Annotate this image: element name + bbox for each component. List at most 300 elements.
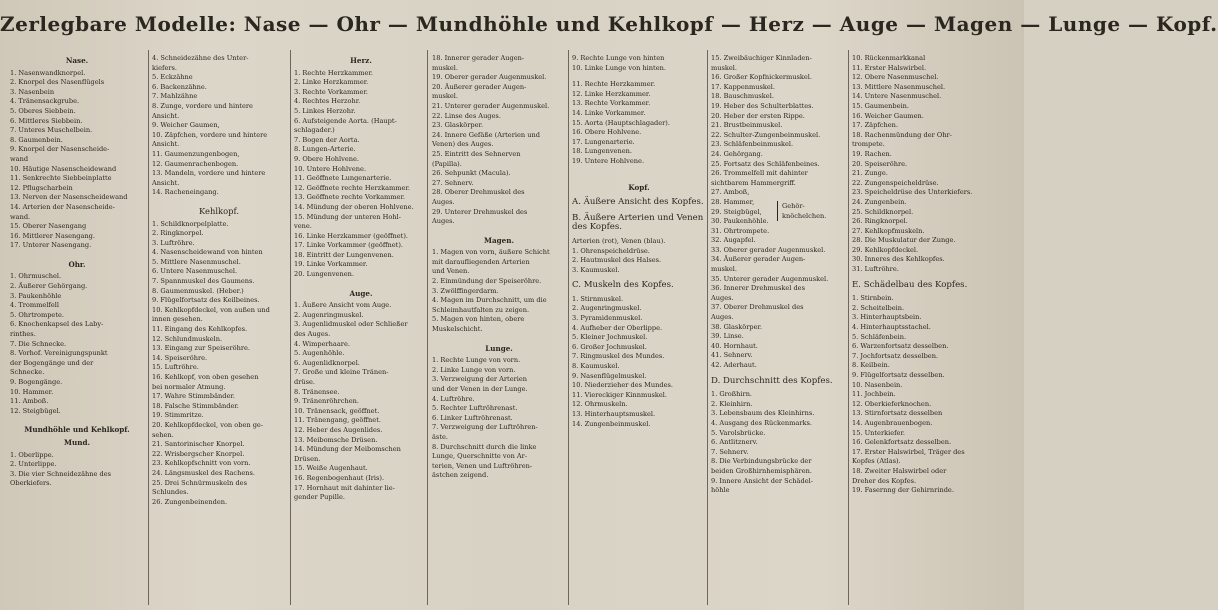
list-item: des Auges.: [294, 330, 331, 339]
list-item: 5. Rechter Luftröhrenast.: [432, 404, 518, 413]
list-item: 5. Linkes Herzohr.: [294, 106, 356, 115]
list-item: 17. Unterer Nasengang.: [10, 241, 92, 250]
list-item: 12. Schlundmuskeln.: [152, 334, 223, 343]
list-item: 15. Luftröhre.: [152, 363, 199, 372]
list-item: 3. Rechte Vorkammer.: [294, 87, 368, 96]
list-item: 18. Innerer gerader Augen-: [432, 54, 525, 62]
list-item: 9. Innere Ansicht der Schädel-: [711, 476, 813, 485]
list-item: 17. Hornhaut mit dahinter lie-: [294, 483, 395, 492]
column-7: [852, 54, 1020, 606]
list-item: 25. Fortsatz des Schläfenbeines.: [711, 159, 820, 168]
list-item: 17. Lungenarterie.: [572, 137, 635, 146]
list-item: 11. Erster Halswirbel.: [852, 63, 927, 72]
list-item: 8. Durchschnitt durch die linke: [432, 442, 537, 451]
list-item: 16. Obere Hohlvene.: [572, 128, 642, 137]
list-item: 1. Rechte Herzkammer.: [294, 68, 373, 77]
list-item: 4. Magen im Durchschnitt, um die: [432, 296, 547, 305]
list-item: und der Venen in der Lunge.: [432, 385, 528, 393]
list-item: 24. Zungenbein.: [852, 197, 907, 206]
list-item: 6. Backenzähne.: [152, 82, 207, 91]
list-item: 7. Große und kleine Tränen-: [294, 368, 389, 377]
section-heading-kopf: Kopf.: [628, 182, 650, 192]
list-item: 5. Oberes Siebbein.: [10, 106, 76, 115]
list-item: 17. Zäpfchen.: [852, 121, 898, 130]
section-heading-kehlkopf: Kehlkopf.: [198, 205, 239, 216]
list-item: 15. Weiße Augenhaut.: [294, 464, 368, 473]
list-item: 25. Eintritt des Sehnerven: [432, 149, 521, 158]
list-c: [572, 295, 706, 429]
list-magen: [432, 248, 566, 334]
list-item: 13. Nerven der Nasenscheidewand: [10, 193, 128, 202]
column-divider: [290, 50, 291, 605]
column-3: [294, 54, 428, 606]
list-item: 12. Geöffnete rechte Herzkammer.: [294, 183, 410, 192]
list-item: kiefers.: [152, 63, 177, 72]
list-item: trompete.: [852, 140, 885, 149]
list-item: 17. Kappenmuskel.: [711, 82, 776, 91]
list-item: 1. Stirnmuskel.: [572, 294, 624, 303]
list-item: 33. Oberer gerader Augenmuskel.: [711, 245, 826, 254]
list-item: 16. Regenbogenhaut (Iris).: [294, 473, 385, 482]
list-item: 10. Tränensack, geöffnet.: [294, 406, 380, 415]
list-lunge: [432, 356, 566, 481]
list-item: Schlundes.: [152, 488, 189, 497]
list-item: 41. Sehnerv.: [711, 351, 753, 360]
list-item: rinthes.: [10, 330, 36, 339]
list-item: muskel.: [432, 63, 458, 72]
brace-label: Gehör- knöchelchen.: [777, 201, 826, 221]
list-item: 13. Geöffnete rechte Vorkammer.: [294, 193, 405, 202]
list-item: 1. Stirnbein.: [852, 294, 894, 303]
list-item: 16. Weicher Gaumen.: [852, 111, 924, 120]
list-item: 2. Scheitelbein.: [852, 303, 905, 312]
list-item: bei normaler Atmung.: [152, 382, 226, 391]
list-item: 4. Luftröhre.: [432, 394, 475, 403]
list-item: Drüsen.: [294, 454, 321, 463]
list-item: 29. Steigbügel,: [711, 207, 762, 216]
list-item: 10. Häutige Nasenscheidewand: [10, 164, 117, 173]
list-item: 12. Gaumenrachenbogen.: [152, 159, 239, 168]
list-item: 20. Kehlkopfdeckel, von oben ge-: [152, 420, 264, 429]
list-item: 8. Die Verbindungsbrücke der: [711, 457, 812, 466]
list-mund: [10, 451, 144, 489]
list-item: 16. Großer Kopfnickermuskel.: [711, 73, 812, 82]
list-item: 25. Schildknorpel.: [852, 207, 914, 216]
list-item: 19. Linke Vorkammer.: [294, 260, 368, 269]
list-item: 16. Linke Herzkammer (geöffnet).: [294, 231, 408, 240]
list-item: 15. Unterkiefer.: [852, 428, 905, 437]
list-item: 21. Zunge.: [852, 169, 888, 178]
list-kehlkopf: [152, 220, 286, 508]
list-item: 35. Unterer gerader Augenmuskel.: [711, 274, 829, 283]
column-divider: [848, 50, 849, 605]
list-item: 38. Glaskörper.: [711, 322, 763, 331]
list-item: 2. Ringknorpel.: [152, 229, 204, 238]
column-divider: [148, 50, 149, 605]
column-4: [432, 54, 566, 606]
list-item: 15. Zweibäuchiger Kinnladen-: [711, 54, 812, 62]
list-item: 24. Längsmuskel des Rachens.: [152, 468, 255, 477]
list-item: 24. Innere Gefäße (Arterien und: [432, 130, 540, 139]
list-item: 7. Unteres Muschelbein.: [10, 126, 93, 135]
list-item: sichtbarem Hammergriff.: [711, 178, 796, 187]
section-b-note: Arterien (rot), Venen (blau).: [572, 236, 666, 245]
list-item: 27. Amboß,: [711, 188, 750, 197]
list-item: 2. Augenringmuskel.: [294, 310, 364, 319]
list-item: 12. Ohrmuskeln.: [572, 400, 628, 409]
list-item: 13. Hinterhauptsmuskel.: [572, 410, 656, 418]
list-item: Auges.: [432, 197, 455, 206]
list-item: terien, Venen und Luftröhren-: [432, 461, 533, 470]
column-6: [711, 54, 845, 606]
list-item: 2. Einmündung der Speiseröhre.: [432, 277, 542, 286]
list-item: 10. Nasenbein.: [852, 380, 903, 389]
list-item: 14. Arterien der Nasenscheide-: [10, 202, 115, 211]
list-item: 3. Die vier Schneidezähne des: [10, 469, 112, 478]
list-item: 14. Racheneingang.: [152, 188, 219, 197]
list-item: 8. Gaumenmuskel. (Heber.): [152, 286, 244, 295]
list-item: 4. Tränensackgrube.: [10, 97, 80, 106]
list-item: und Venen.: [432, 267, 470, 276]
list-item: 37. Oberer Drehmuskel des: [711, 303, 804, 312]
list-lunge-herz: [572, 80, 706, 166]
list-item: 21. Unterer gerader Augenmuskel.: [432, 101, 550, 110]
list-item: 29. Kehlkopfdeckel.: [852, 245, 919, 254]
list-item: 1. Schildknorpelplatte.: [152, 219, 229, 228]
list-item: ästchen zeigend.: [432, 471, 489, 480]
list-item: 28. Die Muskulatur der Zunge.: [852, 236, 956, 245]
list-item: 12. Pflugscharbein: [10, 183, 73, 192]
section-heading-b: B. Äußere Arterien und Venen des Kopfes.: [572, 212, 704, 233]
list-item: muskel.: [711, 63, 737, 72]
list-item: 2. Linke Herzkammer.: [294, 78, 369, 87]
list-auge-cont: [432, 54, 566, 227]
list-item: 17. Wahre Stimmbänder.: [152, 392, 235, 401]
list-item: 2. Augenringmuskel.: [572, 304, 642, 313]
list-item: 34. Äußerer gerader Augen-: [711, 255, 806, 264]
list-item: 6. Linker Luftröhrenast.: [432, 413, 513, 422]
list-item: 19. Rachen.: [852, 149, 892, 158]
list-item: 10. Kehlkopfdeckel, von außen und: [152, 305, 270, 314]
list-item: 31. Luftröhre.: [852, 265, 899, 274]
list-item: 10. Untere Hohlvene.: [294, 164, 367, 173]
list-item: Oberkiefers.: [10, 479, 52, 488]
list-item: 23. Schläfenbeinmuskel.: [711, 140, 794, 149]
list-item: 2. Unterlippe.: [10, 460, 57, 469]
list-item: 5. Ohrtrompete.: [10, 310, 64, 319]
section-subheading-mund: Mund.: [64, 437, 90, 447]
list-item: 1. Ohrenspeicheldrüse.: [572, 246, 650, 255]
list-item: 17. Erster Halswirbel, Träger des: [852, 447, 965, 456]
list-item: 2. Äußerer Gehörgang.: [10, 282, 88, 291]
list-item: 22. Wrisbergscher Knorpel.: [152, 449, 245, 458]
section-heading-herz: Herz.: [350, 56, 372, 65]
list-item: 6. Antlitznerv.: [711, 438, 758, 447]
list-item: 12. Heber des Augenlides.: [294, 425, 383, 434]
list-item: muskel.: [711, 265, 737, 274]
list-item: 11. Geöffnete Lungenarterie.: [294, 174, 392, 183]
list-item: 36. Innerer Drehmuskel des: [711, 284, 805, 293]
list-item: 20. Heber der ersten Rippe.: [711, 111, 805, 120]
list-item: 16. Gelenkfortsatz desselben.: [852, 438, 952, 447]
list-item: 10. Zäpfchen, vordere und hintere: [152, 130, 268, 139]
list-item: 14. Linke Vorkammer.: [572, 108, 646, 117]
list-item: beiden Großhirnhemisphären.: [711, 466, 812, 475]
list-item: 9. Obere Hohlvene.: [294, 154, 360, 163]
list-item: äste.: [432, 432, 448, 441]
list-item: 6. Mittleres Siebbein.: [10, 116, 83, 125]
list-item: 3. Pyramidenmuskel.: [572, 314, 643, 323]
list-item: 6. Untere Nasenmuschel.: [152, 267, 238, 276]
list-item: 1. Nasenwandknorpel.: [10, 68, 86, 77]
list-item: 23. Glaskörper.: [432, 121, 484, 130]
list-item: 22. Linse des Auges.: [432, 111, 501, 120]
list-item: Schnecke.: [10, 368, 45, 377]
list-mund-cont: [152, 54, 286, 198]
list-item: 13. Rechte Vorkammer.: [572, 99, 651, 108]
list-item: 8. Vorhof. Vereinigungspunkt: [10, 349, 108, 358]
list-item: 12. Steigbügel.: [10, 406, 61, 415]
list-item: innen gesehen.: [152, 315, 203, 324]
list-item: sehen.: [152, 430, 174, 439]
list-item: 16. Mittlerer Nasengang.: [10, 231, 96, 240]
list-item: 10. Hammer.: [10, 387, 54, 396]
list-item: 18. Lungenvenen.: [572, 147, 632, 156]
list-item: 7. Die Schnecke.: [10, 339, 67, 348]
list-item: 3. Luftröhre.: [152, 238, 195, 247]
list-item: 27. Sehnerv.: [432, 178, 474, 187]
list-item: drüse.: [294, 378, 316, 386]
list-item: 7. Bogen der Aorta.: [294, 135, 360, 144]
list-item: 11. Rechte Herzkammer.: [572, 80, 656, 89]
list-item: 6. Augenlidknorpel.: [294, 358, 360, 367]
list-d-cont: [852, 54, 1020, 275]
column-2: [152, 54, 286, 606]
list-item: 5. Varolsbrücke.: [711, 428, 766, 437]
list-item: 30. Paukenhöhle.: [711, 217, 769, 226]
list-item: 23. Speicheldrüse des Unterkiefers.: [852, 188, 973, 197]
list-item: 3. Zwölffingerdarm.: [432, 286, 499, 295]
list-item: 20. Lungenvenen.: [294, 270, 354, 279]
list-item: 5. Augenhöhle.: [294, 349, 345, 358]
list-item: 15. Mündung der unteren Hohl-: [294, 212, 401, 221]
list-item: 4. Wimperhaare.: [294, 339, 350, 348]
list-item: 26. Zungenbeinenden.: [152, 497, 228, 506]
section-heading-a: A. Äußere Ansicht des Kopfes.: [572, 197, 704, 208]
list-item: 1. Ohrmuschel.: [10, 272, 62, 281]
list-item: Dreher des Kopfes.: [852, 476, 917, 485]
list-item: 32. Augapfel.: [711, 236, 756, 245]
column-divider: [568, 50, 569, 605]
list-item: der Bogengänge und der: [10, 358, 94, 367]
list-item: 9. Rechte Lunge von hinten: [572, 54, 665, 62]
section-heading-nase: Nase.: [65, 56, 89, 65]
section-heading-d: D. Durchschnitt des Kopfes.: [711, 375, 833, 386]
list-item: schlagader.): [294, 126, 335, 135]
section-heading-c: C. Muskeln des Kopfes.: [572, 280, 674, 291]
list-item: 13. Stirnfortsatz desselben: [852, 409, 943, 418]
list-b: [572, 247, 706, 276]
list-item: 15. Oberer Nasengang: [10, 222, 87, 231]
list-item: 3. Paukenhöhle: [10, 291, 62, 300]
list-item: 2. Linke Lunge von vorn.: [432, 365, 516, 374]
list-item: 24. Gehörgang.: [711, 149, 763, 158]
list-item: 14. Zungenbeinmuskel.: [572, 419, 651, 428]
list-item: 5. Magen von hinten, obere: [432, 315, 525, 324]
list-item: 14. Speiseröhre.: [152, 353, 208, 362]
list-item: 31. Ohrtrompete.: [711, 226, 770, 235]
list-item: Muskelschicht.: [432, 325, 483, 334]
list-item: 21. Santorinischer Knorpel.: [152, 440, 245, 449]
list-item: 5. Mittlere Nasenmuschel.: [152, 257, 241, 266]
column-5: [572, 54, 706, 606]
list-item: 1. Äußere Ansicht vom Auge.: [294, 301, 392, 310]
list-item: 4. Hinterhauptsstachel.: [852, 323, 931, 332]
list-item: 19. Stimmritze.: [152, 411, 204, 420]
list-item: 5. Schläfenbein.: [852, 332, 907, 341]
list-item: muskel.: [432, 92, 458, 101]
list-item: 11. Tränengang, geöffnet.: [294, 416, 381, 425]
list-item: Auges.: [432, 217, 455, 226]
list-nase: [10, 69, 144, 251]
list-item: Venen) des Auges.: [432, 140, 494, 149]
list-item: 2. Kleinhirn.: [711, 399, 753, 408]
list-item: 22. Schulter-Zungenbeinmuskel.: [711, 130, 821, 139]
section-heading-e: E. Schädelbau des Kopfes.: [852, 279, 968, 290]
list-item: 20. Äußerer gerader Augen-: [432, 82, 527, 91]
list-item: 4. Ausgang des Rückenmarks.: [711, 418, 812, 427]
section-heading-mund-kehlkopf: Mundhöhle und Kehlkopf.: [24, 425, 130, 435]
list-item: 11. Amboß.: [10, 397, 49, 406]
list-item: 23. Kehlkopfschnitt von vorn.: [152, 459, 251, 468]
list-item: 39. Linse.: [711, 332, 744, 341]
list-item: 3. Verzweigung der Arterien: [432, 375, 528, 384]
list-item: 9. Flügelfortsatz des Keilbeines.: [152, 296, 260, 305]
list-item: 15. Gaumenbein.: [852, 101, 910, 110]
list-item: 14. Augenbrauenbogen.: [852, 418, 933, 427]
list-item: 6. Knochenkapsel des Laby-: [10, 320, 104, 329]
list-item: 19. Oberer gerader Augenmuskel.: [432, 73, 547, 82]
list-item: 2. Hautmuskel des Halses.: [572, 256, 662, 265]
list-item: 9. Knorpel der Nasenscheide-: [10, 145, 110, 154]
list-item: Auges.: [711, 293, 734, 302]
list-item: 4. Trommelfell: [10, 301, 59, 310]
list-item: 3. Lebensbaum des Kleinhirns.: [711, 409, 815, 418]
list-item: Schleimhautfalten zu zeigen.: [432, 305, 530, 314]
list-item: 9. Tränenröhrchen.: [294, 397, 359, 406]
list-item: 13. Mandeln, vordere und hintere: [152, 169, 266, 178]
page-title: Zerlegbare Modelle: Nase — Ohr — Mundhöhle und Kehlkopf — Herz — Auge — Magen — Lunge — Kopf.: [0, 12, 1218, 36]
list-item: höhle: [711, 486, 730, 495]
list-item: 19. Untere Hohlvene.: [572, 156, 645, 165]
list-item: 17. Linke Vorkammer (geöffnet).: [294, 241, 403, 250]
list-item: 42. Aderhaut.: [711, 361, 757, 369]
list-item: 18. Bauschmuskel.: [711, 92, 774, 101]
list-item: 1. Oberlippe.: [10, 450, 54, 459]
list-item: 7. Sehnerv.: [711, 447, 749, 456]
list-item: 9. Weicher Gaumen,: [152, 121, 220, 130]
list-item: 18. Rachenmündung der Ohr-: [852, 130, 952, 139]
list-item: 1. Magen von vorn, äußere Schicht: [432, 248, 550, 257]
list-item: 11. Viereckiger Kinnmuskel.: [572, 390, 667, 399]
list-item: 22. Zungenspeicheldrüse.: [852, 178, 939, 187]
section-heading-magen: Magen.: [484, 235, 514, 245]
list-item: 5. Kleiner Jochmuskel.: [572, 333, 648, 342]
list-item: 15. Aorta (Hauptschlagader).: [572, 118, 670, 127]
section-heading-ohr: Ohr.: [68, 259, 86, 269]
list-item: vene.: [294, 222, 312, 231]
list-item: 10. Linke Lunge von hinten.: [572, 63, 666, 72]
list-item: 28. Hammer,: [711, 197, 755, 206]
list-item: 8. Keilbein.: [852, 361, 890, 370]
list-item: 9. Nasenflügelmuskel.: [572, 371, 647, 380]
list-item: 13. Eingang zur Speiseröhre.: [152, 344, 250, 353]
list-item: 19. Heber des Schulterblattes.: [711, 101, 814, 110]
list-item: Lunge, Querschnitte von Ar-: [432, 452, 528, 461]
list-item: 13. Mittlere Nasenmuschel.: [852, 82, 946, 91]
list-item: 7. Spannmuskel des Gaumens.: [152, 277, 255, 286]
list-item: 3. Nasenbein: [10, 87, 55, 96]
list-item: Ansicht.: [152, 178, 180, 187]
list-auge: [294, 301, 428, 502]
list-item: 25. Drei Schnürmuskeln des: [152, 478, 247, 487]
list-item: 7. Verzweigung der Luftröhren-: [432, 423, 538, 432]
list-item: Ansicht.: [152, 111, 180, 120]
list-item: 7. Mahlzähne: [152, 92, 198, 101]
list-item: 28. Oberer Drehmuskel des: [432, 188, 525, 197]
list-item: 4. Aufheber der Oberlippe.: [572, 323, 663, 332]
list-item: 1. Großhirn.: [711, 390, 753, 399]
list-item: 4. Rechtes Herzohr.: [294, 97, 361, 106]
list-item: 12. Linke Herzkammer.: [572, 89, 651, 98]
list-item: gender Pupille.: [294, 493, 345, 502]
list-item: 11. Senkrechte Siebbeinplatte: [10, 174, 112, 183]
list-item: Auges.: [711, 313, 734, 322]
list-item: 14. Mündung der oberen Hohlvene.: [294, 202, 414, 211]
list-item: 8. Kaumuskel.: [572, 362, 620, 371]
list-item: wand: [10, 154, 29, 163]
list-item: 19. Fasernng der Gehirnrinde.: [852, 486, 954, 495]
list-item: wand.: [10, 212, 31, 221]
list-item: 26. Sehpunkt (Macula).: [432, 169, 511, 178]
list-item: 20. Speiseröhre.: [852, 159, 908, 168]
list-herz: [294, 69, 428, 280]
list-item: 5. Eckzähne: [152, 73, 193, 82]
list-item: 10. Rückenmarkkanal: [852, 54, 926, 62]
list-item: 30. Inneres des Kehlkopfes.: [852, 255, 945, 264]
list-item: 26. Trommelfell mit dahinter: [711, 169, 808, 178]
list-item: Kopfes (Atlas).: [852, 457, 901, 466]
list-item: 11. Jochbein.: [852, 390, 896, 399]
list-item: 4. Schneidezähne des Unter-: [152, 54, 249, 62]
list-item: 1. Rechte Lunge von vorn.: [432, 356, 521, 365]
list-item: 4. Nasenscheidewand von hinten: [152, 248, 263, 257]
section-heading-auge: Auge.: [349, 288, 373, 298]
list-item: 11. Gaumenzungenbogen,: [152, 149, 240, 158]
list-item: 3. Augenlidmuskel oder Schließer: [294, 320, 408, 329]
list-item: 8. Gaumenbein.: [10, 135, 63, 144]
list-item: 3. Kaumuskel.: [572, 265, 620, 274]
list-item: 8. Lungen-Arterie.: [294, 145, 356, 154]
list-d: [711, 390, 845, 496]
list-item: 9. Flügelfortsatz desselben.: [852, 371, 945, 379]
list-item: 29. Unterer Drehmuskel des: [432, 207, 528, 216]
list-item: 40. Hornhaut.: [711, 341, 758, 350]
list-item: 9. Bogengänge.: [10, 378, 63, 386]
list-item: 18. Falsche Stimmbänder.: [152, 401, 239, 410]
list-item: 12. Oberkieferknochen.: [852, 399, 932, 408]
list-item: 6. Großer Jochmuskel.: [572, 342, 647, 351]
